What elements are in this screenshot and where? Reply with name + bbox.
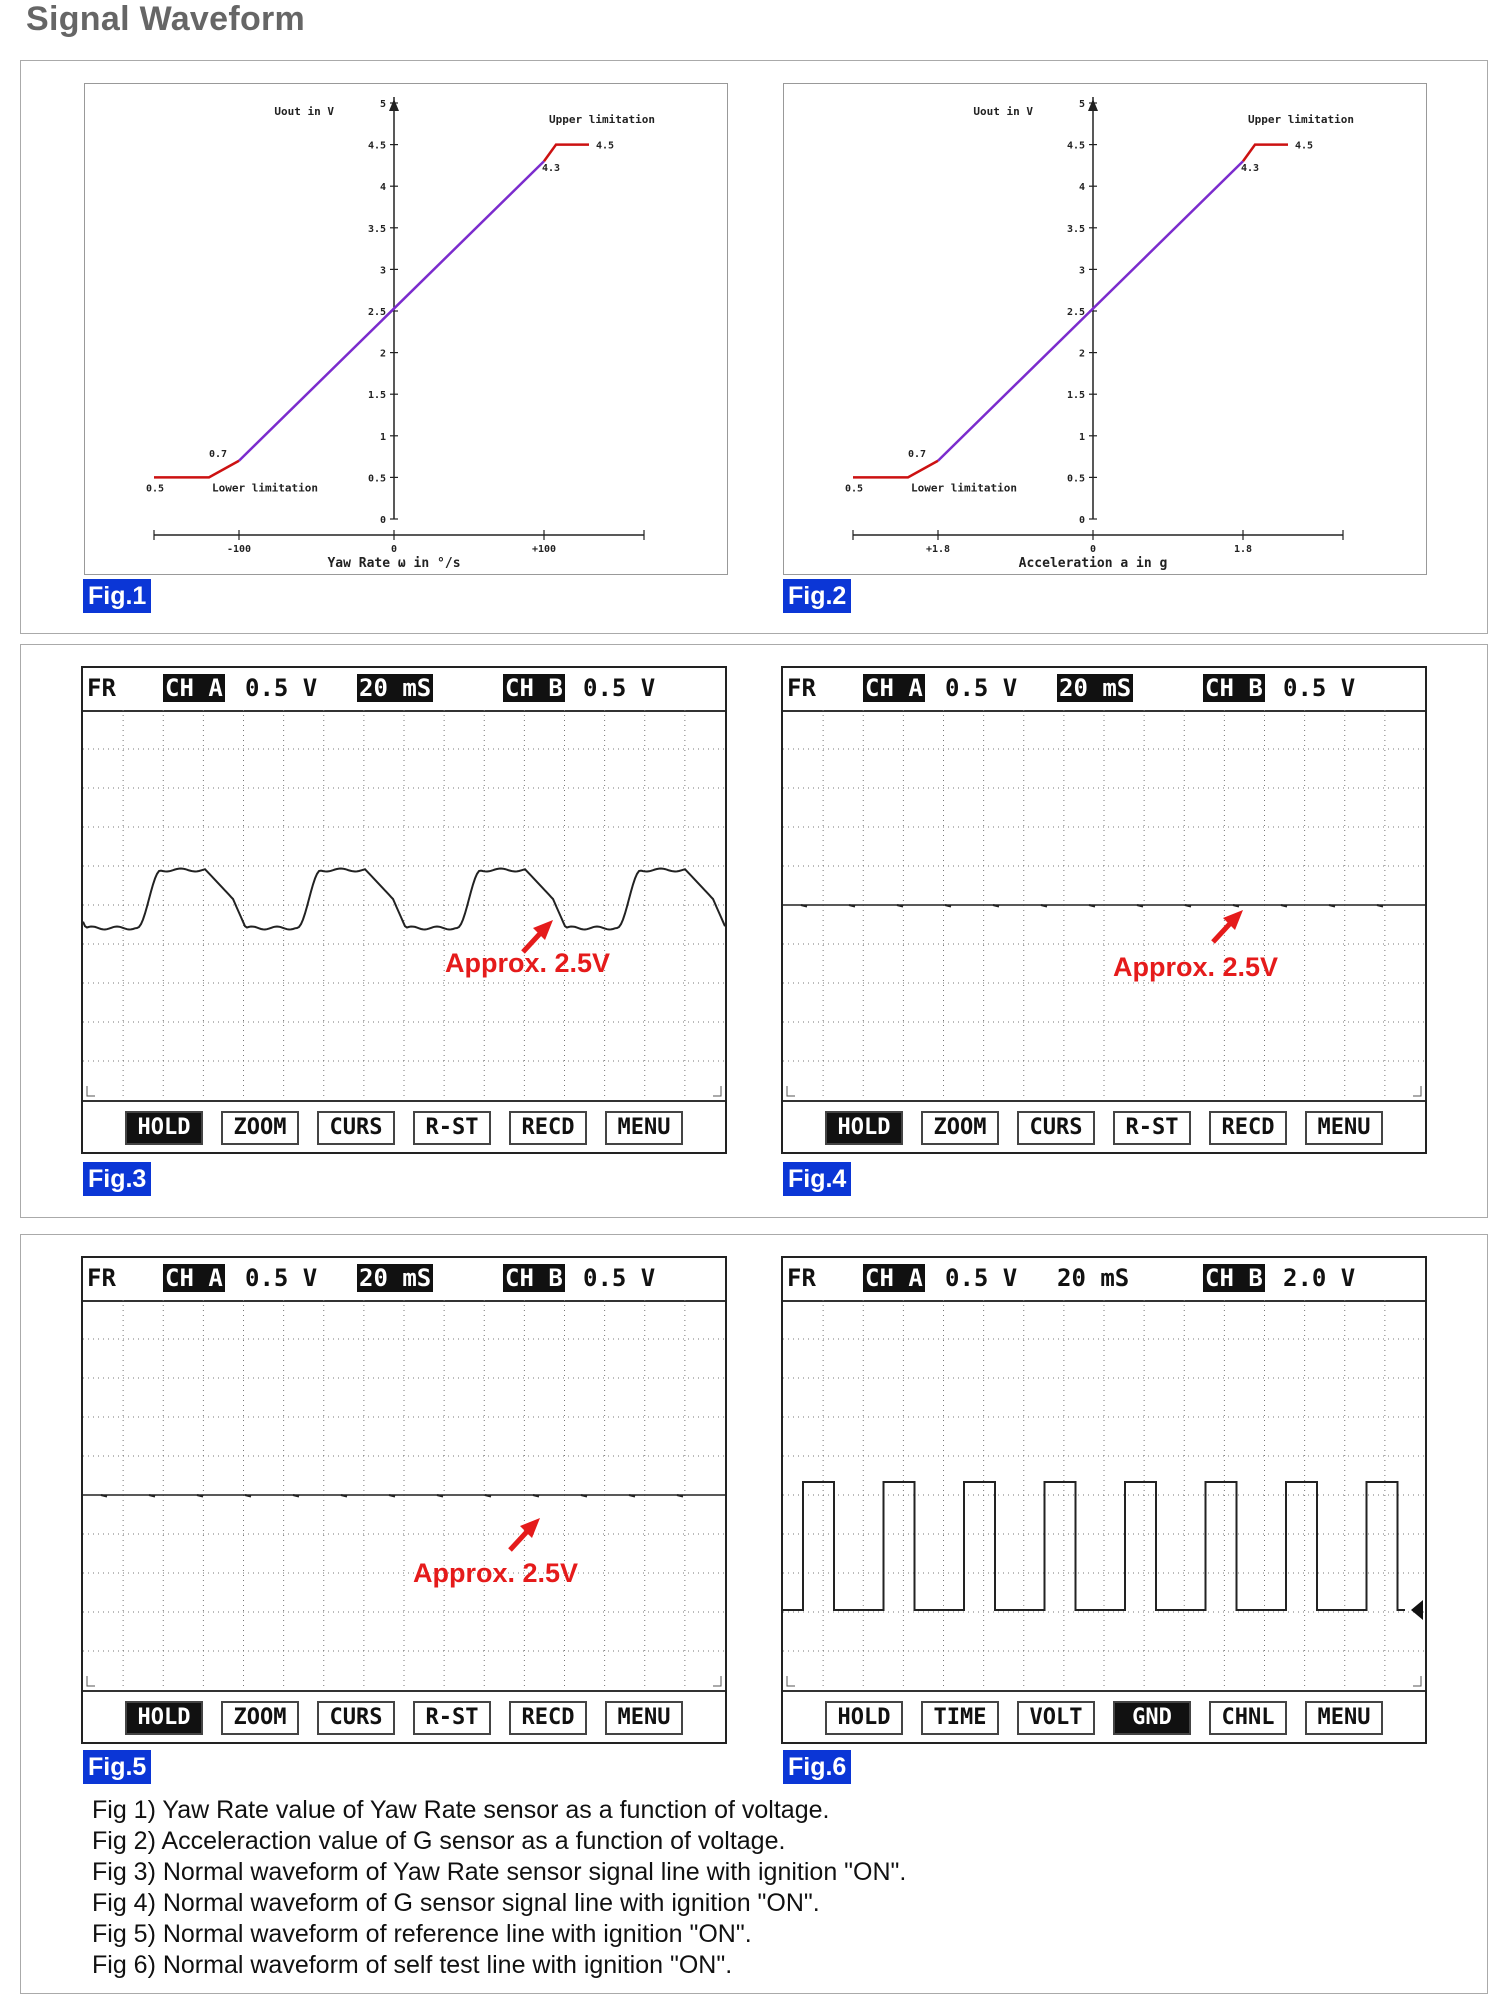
time-button[interactable]: TIME: [921, 1701, 999, 1735]
lower-knee-value: 0.7: [209, 448, 228, 460]
scope-fig-3: [81, 666, 727, 1154]
approx-voltage-callout: Approx. 2.5V: [413, 1558, 579, 1588]
channel-a-scale: 0.5 V: [245, 1264, 318, 1292]
yaw-rate-graph: [84, 83, 728, 575]
upper-limitation-label: Upper limitation: [1248, 113, 1354, 126]
channel-b-label: CH B: [1205, 1264, 1263, 1292]
y-tick-label: 3.5: [367, 223, 386, 235]
upper-knee-value: 4.3: [1241, 163, 1260, 175]
y-tick-label: 0: [1078, 515, 1085, 526]
y-tick-label: 2.5: [367, 307, 386, 318]
timebase-value: 20 mS: [1059, 674, 1132, 702]
scope-info-bar: [783, 1258, 1425, 1302]
upper-point-value: 4.5: [1295, 140, 1314, 152]
y-tick-label: 3: [1078, 265, 1085, 277]
channel-b-label: CH B: [505, 674, 563, 702]
x-axis-label: Yaw Rate ω in °/s: [327, 556, 461, 571]
page-title: Signal Waveform: [26, 0, 306, 38]
upper-knee-value: 4.3: [542, 163, 561, 175]
caption-fig-3: Fig 3) Normal waveform of Yaw Rate sensor signal line with ignition "ON".: [92, 1858, 907, 1886]
channel-b-label: CH B: [505, 1264, 563, 1292]
lower-point-value: 0.5: [845, 483, 864, 495]
curs-button[interactable]: CURS: [317, 1701, 395, 1735]
scope-fig-4: [781, 666, 1427, 1154]
scope-info-bar: [83, 1258, 725, 1302]
y-tick-label: 3.5: [1066, 223, 1085, 235]
channel-a-scale: 0.5 V: [945, 1264, 1018, 1292]
channel-a-label: CH A: [865, 1264, 923, 1292]
hold-button[interactable]: HOLD: [125, 1111, 203, 1145]
zoom-button[interactable]: ZOOM: [221, 1701, 299, 1735]
lower-left-marker-icon: [787, 1086, 795, 1096]
channel-a-scale: 0.5 V: [245, 674, 318, 702]
scope-display: [83, 710, 725, 1100]
gnd-button[interactable]: GND: [1113, 1701, 1191, 1735]
x-tick-label: +100: [531, 544, 557, 555]
graph-frame: [84, 83, 728, 575]
acceleration-graph: [783, 83, 1427, 575]
fig-2-tag: Fig.2: [783, 579, 851, 613]
channel-b-scale: 0.5 V: [583, 1264, 656, 1292]
y-tick-label: 1.5: [367, 390, 386, 402]
scope-display-svg: [783, 1300, 1425, 1690]
hold-button[interactable]: HOLD: [825, 1701, 903, 1735]
menu-button[interactable]: MENU: [1305, 1111, 1383, 1145]
scope-display: [783, 710, 1425, 1100]
r-st-button[interactable]: R-ST: [1113, 1111, 1191, 1145]
hold-button[interactable]: HOLD: [125, 1701, 203, 1735]
fig-4-tag: Fig.4: [783, 1162, 851, 1196]
scope-menu-bar: [83, 1100, 725, 1154]
channel-b-scale: 0.5 V: [1283, 674, 1356, 702]
channel-a-label: CH A: [865, 674, 923, 702]
scope-display-svg: [783, 710, 1425, 1100]
y-tick-label: 0: [379, 515, 386, 526]
hold-button[interactable]: HOLD: [825, 1111, 903, 1145]
timebase-value: 20 mS: [1057, 1264, 1130, 1292]
scope-info-bar: [83, 668, 725, 712]
lower-limitation-label: Lower limitation: [911, 481, 1017, 495]
scope-display: [83, 1300, 725, 1690]
caption-fig-5: Fig 5) Normal waveform of reference line with ignition "ON".: [92, 1920, 752, 1948]
x-tick-label: 0: [1089, 544, 1097, 555]
lower-left-marker-icon: [87, 1086, 95, 1096]
channel-b-label: CH B: [1205, 674, 1263, 702]
recd-button[interactable]: RECD: [509, 1111, 587, 1145]
volt-button[interactable]: VOLT: [1017, 1701, 1095, 1735]
signal-waveform: [783, 1482, 1405, 1610]
upper-limitation-label: Upper limitation: [549, 113, 655, 126]
upper-point-value: 4.5: [596, 140, 615, 152]
x-axis-label: Acceleration a in g: [1018, 556, 1168, 571]
lower-point-value: 0.5: [146, 483, 165, 495]
menu-button[interactable]: MENU: [1305, 1701, 1383, 1735]
fig-6-tag: Fig.6: [783, 1750, 851, 1784]
y-tick-label: 4: [1078, 182, 1085, 194]
x-tick-label: -100: [226, 544, 252, 555]
caption-fig-1: Fig 1) Yaw Rate value of Yaw Rate sensor as a function of voltage.: [92, 1796, 830, 1824]
lower-left-marker-icon: [87, 1676, 95, 1686]
lower-right-marker-icon: [1413, 1086, 1421, 1096]
x-tick-label: +1.8: [925, 544, 951, 555]
caption-fig-2: Fig 2) Acceleraction value of G sensor as a function of voltage.: [92, 1827, 786, 1855]
scope-fr-label: FR: [787, 1264, 816, 1292]
r-st-button[interactable]: R-ST: [413, 1701, 491, 1735]
scope-fr-label: FR: [787, 674, 816, 702]
x-tick-label: 1.8: [1233, 544, 1253, 555]
fig-3-tag: Fig.3: [83, 1162, 151, 1196]
channel-a-label: CH A: [165, 1264, 223, 1292]
y-axis-label: Uout in V: [973, 105, 1033, 118]
y-tick-label: 4.5: [1066, 140, 1085, 152]
y-tick-label: 5: [379, 99, 386, 110]
curs-button[interactable]: CURS: [1017, 1111, 1095, 1145]
y-axis-label: Uout in V: [274, 105, 334, 118]
recd-button[interactable]: RECD: [1209, 1111, 1287, 1145]
scope-display: [783, 1300, 1425, 1690]
y-tick-label: 3: [379, 265, 386, 277]
lower-right-marker-icon: [1413, 1676, 1421, 1686]
approx-voltage-callout: Approx. 2.5V: [1113, 952, 1279, 982]
scope-info-bar: [783, 668, 1425, 712]
y-tick-label: 0.5: [367, 473, 386, 485]
channel-a-scale: 0.5 V: [945, 674, 1018, 702]
r-st-button[interactable]: R-ST: [413, 1111, 491, 1145]
figure-panel-1: [20, 60, 1488, 634]
chnl-button[interactable]: CHNL: [1209, 1701, 1287, 1735]
lower-left-marker-icon: [787, 1676, 795, 1686]
graph-frame: [783, 83, 1427, 575]
x-tick-label: 0: [390, 544, 398, 555]
caption-fig-6: Fig 6) Normal waveform of self test line with ignition "ON".: [92, 1951, 733, 1979]
approx-voltage-callout: Approx. 2.5V: [445, 948, 611, 978]
ground-level-marker-icon: [1411, 1600, 1423, 1620]
scope-display-svg: [83, 1300, 725, 1690]
lower-limitation-label: Lower limitation: [212, 481, 318, 495]
channel-b-scale: 0.5 V: [583, 674, 656, 702]
curs-button[interactable]: CURS: [317, 1111, 395, 1145]
menu-button[interactable]: MENU: [605, 1111, 683, 1145]
y-tick-label: 4: [379, 182, 386, 194]
y-tick-label: 5: [1078, 99, 1085, 110]
figure-panel-2: [20, 644, 1488, 1218]
fig-5-tag: Fig.5: [83, 1750, 151, 1784]
caption-fig-4: Fig 4) Normal waveform of G sensor signal line with ignition "ON".: [92, 1889, 820, 1917]
scope-fig-6: [781, 1256, 1427, 1744]
graph-svg: [84, 83, 728, 575]
timebase-value: 20 mS: [359, 1264, 432, 1292]
channel-b-scale: 2.0 V: [1283, 1264, 1356, 1292]
recd-button[interactable]: RECD: [509, 1701, 587, 1735]
graph-svg: [783, 83, 1427, 575]
fig-1-tag: Fig.1: [83, 579, 151, 613]
scope-menu-bar: [783, 1100, 1425, 1154]
y-tick-label: 2: [379, 348, 386, 360]
y-tick-label: 1: [1078, 431, 1085, 443]
scope-menu-bar: [83, 1690, 725, 1744]
scope-fig-5: [81, 1256, 727, 1744]
scope-menu-bar: [783, 1690, 1425, 1744]
lower-right-marker-icon: [713, 1086, 721, 1096]
zoom-button[interactable]: ZOOM: [921, 1111, 999, 1145]
channel-a-label: CH A: [165, 674, 223, 702]
timebase-value: 20 mS: [359, 674, 432, 702]
y-tick-label: 1.5: [1066, 390, 1085, 402]
menu-button[interactable]: MENU: [605, 1701, 683, 1735]
lower-right-marker-icon: [713, 1676, 721, 1686]
figure-captions: [92, 1795, 906, 1981]
scope-display-svg: [83, 710, 725, 1100]
y-tick-label: 2: [1078, 348, 1085, 360]
y-tick-label: 0.5: [1066, 473, 1085, 485]
scope-fr-label: FR: [87, 674, 116, 702]
y-tick-label: 1: [379, 431, 386, 443]
y-tick-label: 2.5: [1066, 307, 1085, 318]
scope-fr-label: FR: [87, 1264, 116, 1292]
zoom-button[interactable]: ZOOM: [221, 1111, 299, 1145]
lower-knee-value: 0.7: [908, 448, 927, 460]
y-tick-label: 4.5: [367, 140, 386, 152]
